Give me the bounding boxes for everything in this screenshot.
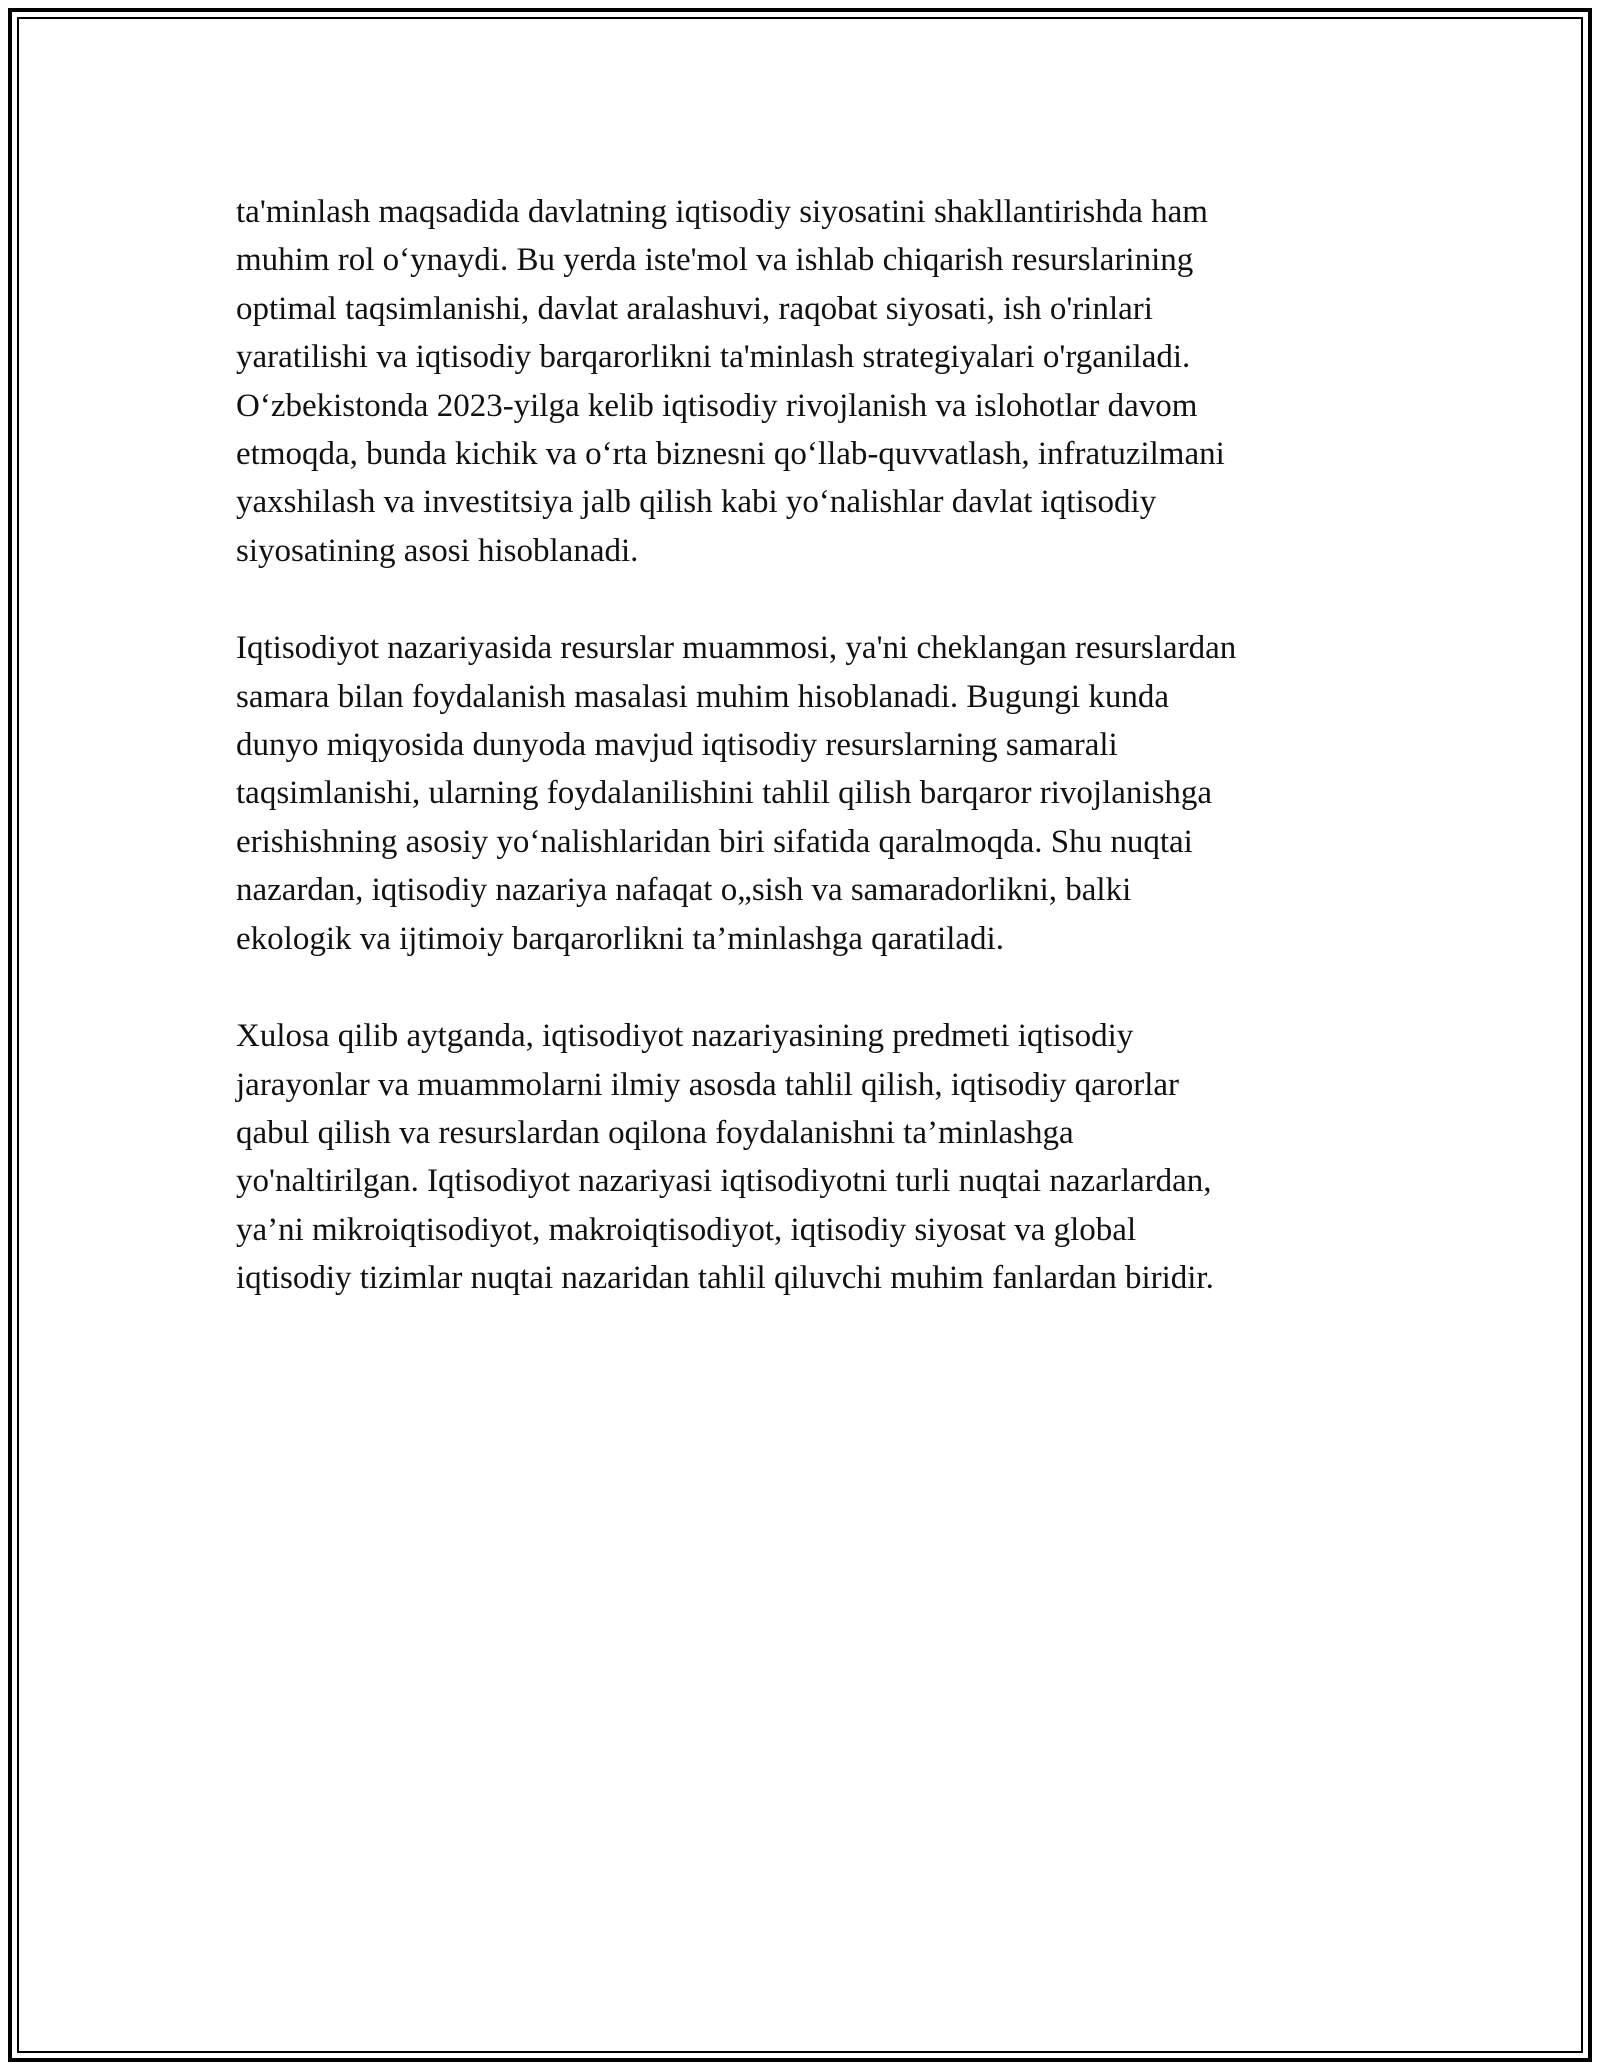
paragraph-1: [236, 188, 1376, 575]
text-line: optimal taqsimlanishi, davlat aralashuvi, raqobat siyosati, ish o'rinlari: [236, 290, 1153, 327]
text-line: Xulosa qilib aytganda, iqtisodiyot nazariyasining predmeti iqtisodiy: [236, 1018, 1134, 1055]
text-line: etmoqda, bunda kichik va o‘rta biznesni qo‘llab-quvvatlash, infratuzilmani: [236, 436, 1225, 473]
paragraph-3: [236, 1012, 1376, 1302]
text-line: Iqtisodiyot nazariyasida resurslar muammosi, ya'ni cheklangan resurslardan: [236, 630, 1237, 667]
text-line: nazardan, iqtisodiy nazariya nafaqat o„sish va samaradorlikni, balki: [236, 872, 1132, 909]
paragraph-2: [236, 624, 1376, 963]
text-line: ta'minlash maqsadida davlatning iqtisodiy siyosatini shakllantirishda ham: [236, 194, 1208, 230]
text-line: muhim rol o‘ynaydi. Bu yerda iste'mol va ishlab chiqarish resurslarining: [236, 242, 1194, 279]
text-line: ya’ni mikroiqtisodiyot, makroiqtisodiyot, iqtisodiy siyosat va global: [236, 1211, 1137, 1248]
text-line: ekologik va ijtimoiy barqarorlikni ta’minlashga qaratiladi.: [236, 920, 1004, 957]
text-line: samara bilan foydalanish masalasi muhim hisoblanadi. Bugungi kunda: [236, 678, 1169, 715]
text-line: dunyo miqyosida dunyoda mavjud iqtisodiy resurslarning samarali: [236, 727, 1118, 764]
text-line: siyosatining asosi hisoblanadi.: [236, 532, 639, 569]
text-line: erishishning asosiy yo‘nalishlaridan biri sifatida qaralmoqda. Shu nuqtai: [236, 823, 1193, 860]
text-line: qabul qilish va resurslardan oqilona foydalanishni ta’minlashga: [236, 1114, 1074, 1151]
text-line: O‘zbekistonda 2023-yilga kelib iqtisodiy rivojlanish va islohotlar davom: [236, 387, 1198, 424]
text-line: iqtisodiy tizimlar nuqtai nazaridan tahlil qiluvchi muhim fanlardan biridir.: [236, 1260, 1214, 1297]
text-line: yaratilishi va iqtisodiy barqarorlikni ta'minlash strategiyalari o'rganiladi.: [236, 339, 1191, 376]
text-line: taqsimlanishi, ularning foydalanilishini tahlil qilish barqaror rivojlanishga: [236, 775, 1213, 812]
text-line: jarayonlar va muammolarni ilmiy asosda tahlil qilish, iqtisodiy qarorlar: [236, 1066, 1180, 1103]
text-line: yaxshilash va investitsiya jalb qilish kabi yo‘nalishlar davlat iqtisodiy: [236, 484, 1157, 521]
text-line: yo'naltirilgan. Iqtisodiyot nazariyasi iqtisodiyotni turli nuqtai nazarlardan,: [236, 1163, 1212, 1200]
document-body: [236, 188, 1376, 1352]
